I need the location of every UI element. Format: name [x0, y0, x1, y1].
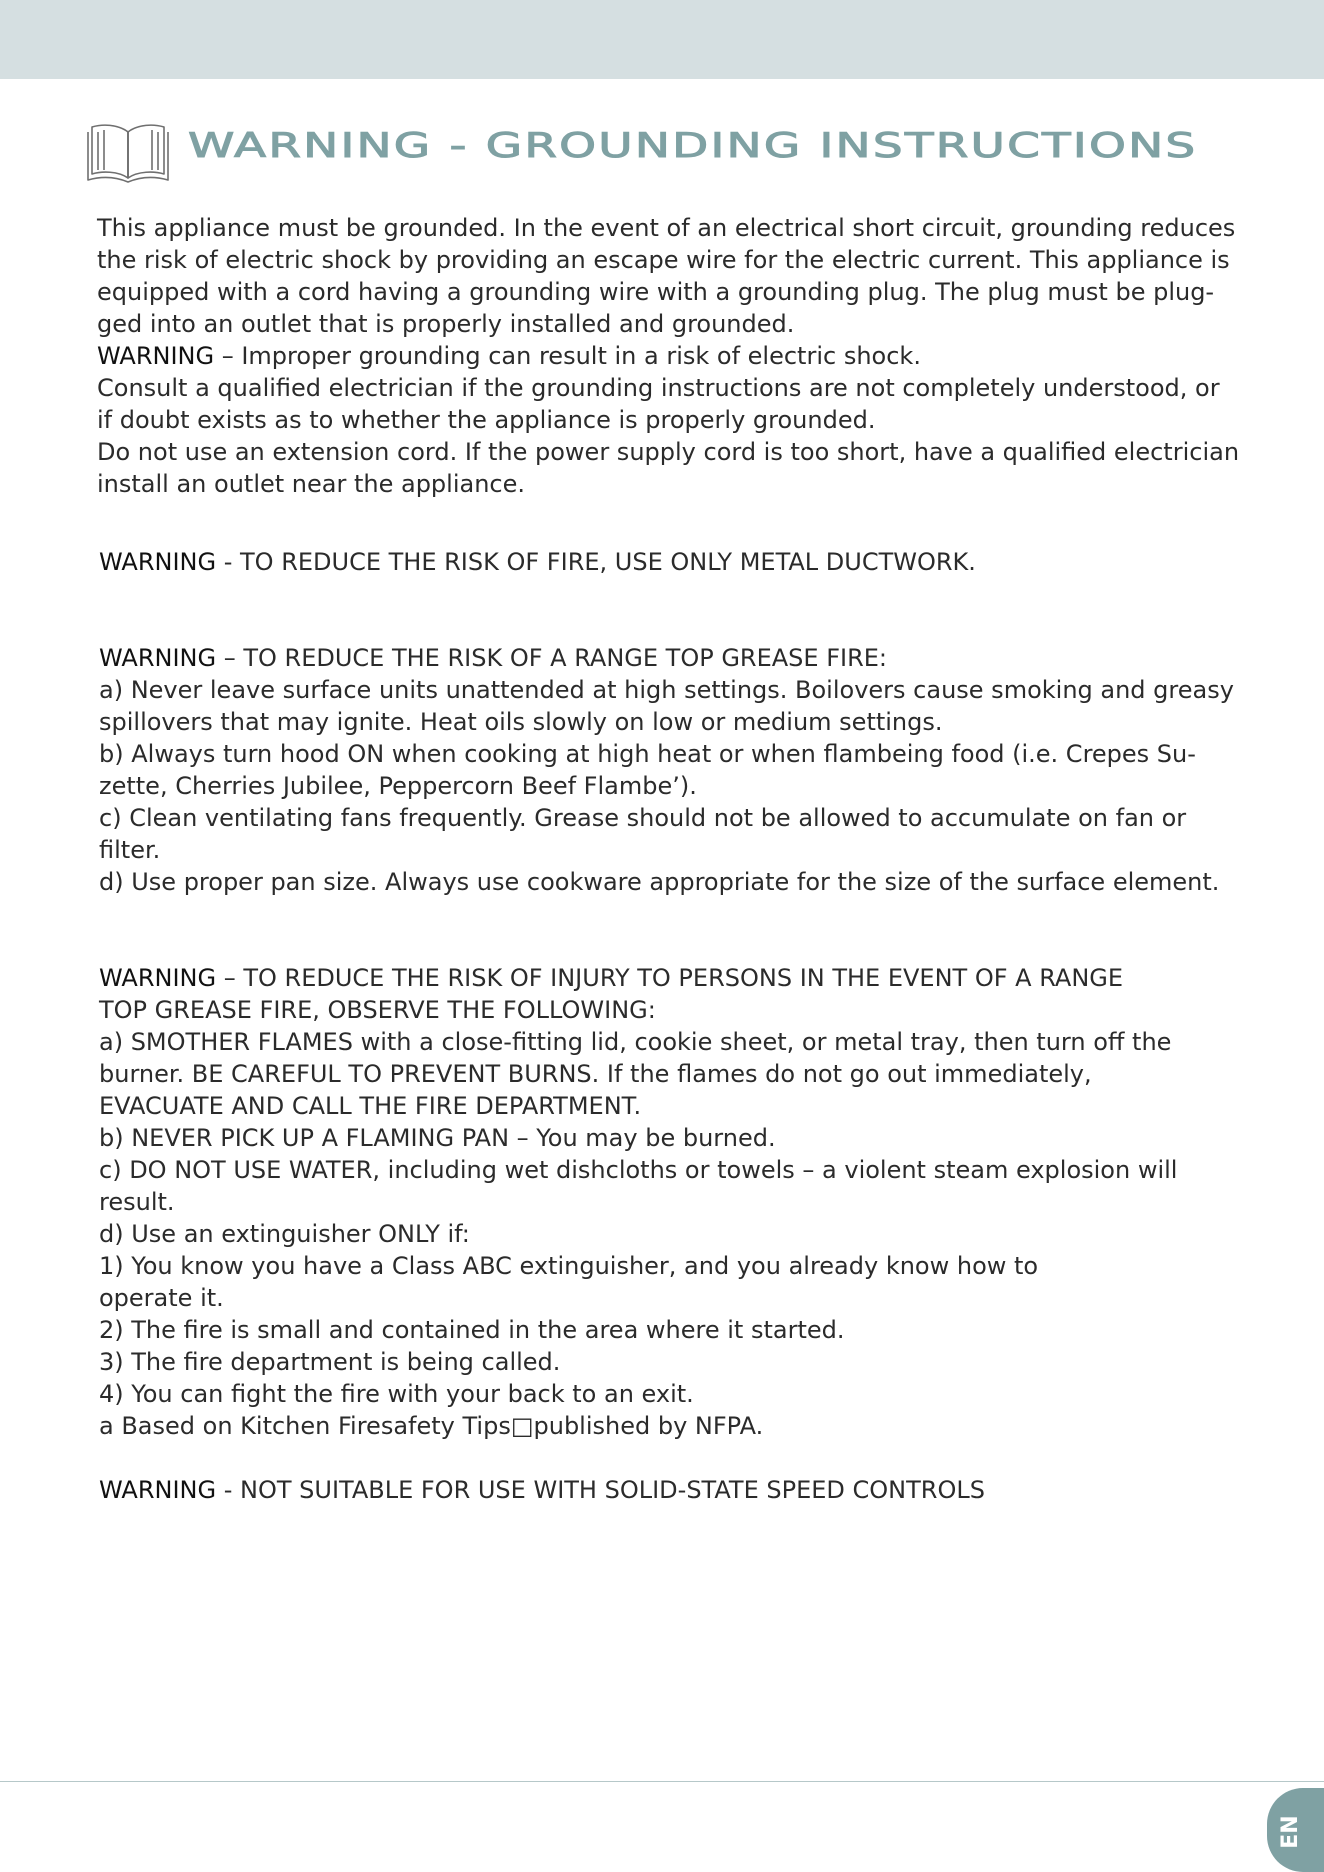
grease-fire-warning	[99, 642, 1247, 898]
body-line: b) Always turn hood ON when cooking at high heat or when flambeing food (i.e. Crepes Su-	[99, 740, 1196, 768]
warning-keyword: WARNING	[99, 644, 217, 672]
body-line: 2) The fire is small and contained in the area where it started.	[99, 1316, 845, 1344]
warning-text: - TO REDUCE THE RISK OF FIRE, USE ONLY METAL DUCTWORK.	[216, 548, 976, 576]
body-line: a Based on Kitchen Firesafety Tips□published by NFPA.	[99, 1412, 764, 1440]
warning-text: – TO REDUCE THE RISK OF A RANGE TOP GREASE FIRE:	[216, 644, 888, 672]
warning-keyword: WARNING	[99, 548, 217, 576]
body-line: spillovers that may ignite. Heat oils slowly on low or medium settings.	[99, 708, 943, 736]
document-body	[97, 212, 1247, 1506]
body-line: TOP GREASE FIRE, OBSERVE THE FOLLOWING:	[99, 996, 656, 1024]
warning-keyword: WARNING	[99, 964, 217, 992]
body-line: This appliance must be grounded. In the event of an electrical short circuit, grounding reduces	[97, 214, 1236, 242]
body-line: burner. BE CAREFUL TO PREVENT BURNS. If the flames do not go out immediately,	[99, 1060, 1092, 1088]
body-line: 4) You can fight the fire with your back to an exit.	[99, 1380, 694, 1408]
body-line: 3) The fire department is being called.	[99, 1348, 561, 1376]
body-line: a) Never leave surface units unattended at high settings. Boilovers cause smoking and greasy	[99, 676, 1234, 704]
body-line: Do not use an extension cord. If the power supply cord is too short, have a qualified electrician	[97, 438, 1240, 466]
body-line: zette, Cherries Jubilee, Peppercorn Beef Flambe’).	[99, 772, 697, 800]
body-line: filter.	[99, 836, 161, 864]
header-band	[0, 0, 1324, 79]
body-line: c) Clean ventilating fans frequently. Grease should not be allowed to accumulate on fan or	[99, 804, 1187, 832]
body-line: 1) You know you have a Class ABC extinguisher, and you already know how to	[99, 1252, 1039, 1280]
body-line: install an outlet near the appliance.	[97, 470, 526, 498]
body-line: c) DO NOT USE WATER, including wet dishcloths or towels – a violent steam explosion will	[99, 1156, 1178, 1184]
footer-divider	[0, 1781, 1324, 1782]
grounding-paragraph	[97, 212, 1247, 500]
body-line: equipped with a cord having a grounding wire with a grounding plug. The plug must be plug-	[97, 278, 1215, 306]
body-line: d) Use an extinguisher ONLY if:	[99, 1220, 470, 1248]
warning-text: – TO REDUCE THE RISK OF INJURY TO PERSONS IN THE EVENT OF A RANGE	[216, 964, 1124, 992]
section-heading	[84, 118, 1284, 186]
warning-keyword: WARNING	[99, 1476, 217, 1504]
language-label: EN	[1278, 1815, 1303, 1849]
body-line: result.	[99, 1188, 175, 1216]
open-book-icon	[84, 120, 172, 184]
body-line: operate it.	[99, 1284, 224, 1312]
body-line: if doubt exists as to whether the appliance is properly grounded.	[97, 406, 876, 434]
body-line: b) NEVER PICK UP A FLAMING PAN – You may be burned.	[99, 1124, 776, 1152]
body-line: ged into an outlet that is properly installed and grounded.	[97, 310, 795, 338]
injury-warning	[99, 962, 1247, 1442]
warning-keyword: WARNING	[97, 342, 215, 370]
speed-control-warning	[99, 1474, 1247, 1506]
body-line: d) Use proper pan size. Always use cookware appropriate for the size of the surface element.	[99, 868, 1220, 896]
body-line: Consult a qualified electrician if the grounding instructions are not completely understood, or	[97, 374, 1220, 402]
warning-text: – Improper grounding can result in a risk of electric shock.	[214, 342, 921, 370]
body-line: a) SMOTHER FLAMES with a close-fitting lid, cookie sheet, or metal tray, then turn off the	[99, 1028, 1172, 1056]
body-line: the risk of electric shock by providing an escape wire for the electric current. This appliance is	[97, 246, 1230, 274]
warning-text: - NOT SUITABLE FOR USE WITH SOLID-STATE SPEED CONTROLS	[216, 1476, 985, 1504]
body-line: EVACUATE AND CALL THE FIRE DEPARTMENT.	[99, 1092, 642, 1120]
page-title: WARNING - GROUNDING INSTRUCTIONS	[188, 126, 1198, 166]
ductwork-warning	[99, 546, 1247, 578]
